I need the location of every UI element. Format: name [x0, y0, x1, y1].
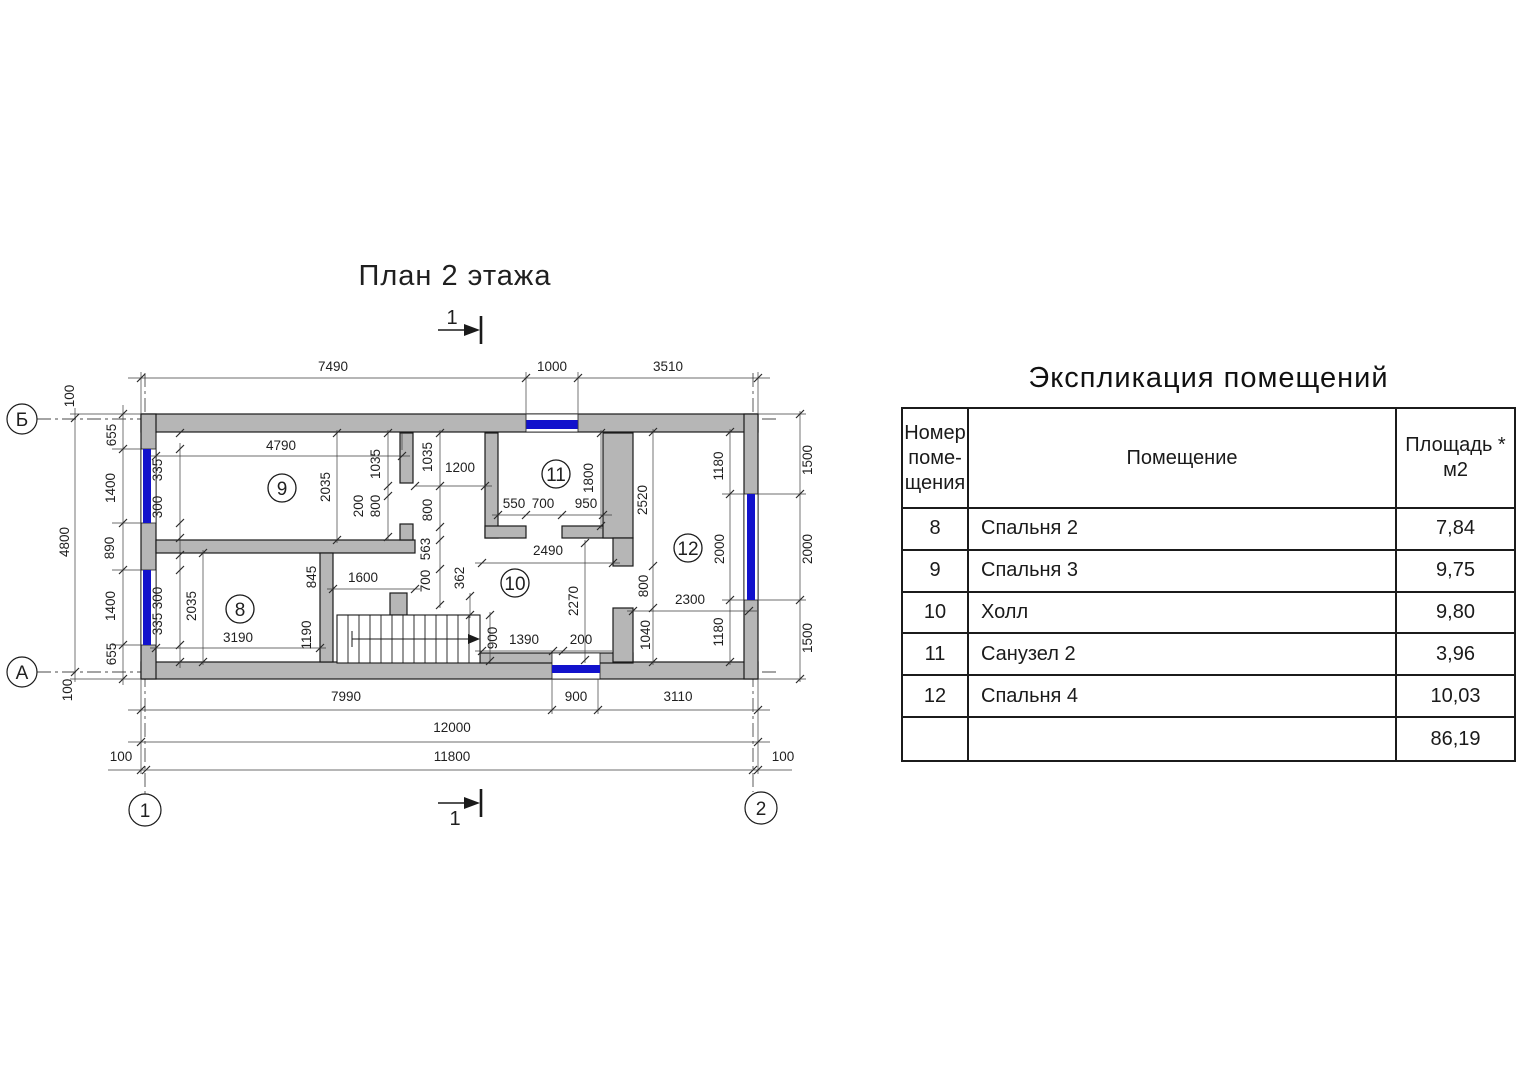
section-label-bottom: 1	[449, 808, 461, 830]
section-mark-top	[438, 307, 481, 344]
dim-label: 900	[564, 689, 588, 704]
dim-label: 2270	[566, 585, 581, 617]
dim-label: 7490	[317, 359, 349, 374]
dim-label: 890	[102, 536, 117, 560]
axis-1-label: 1	[139, 801, 151, 822]
row-room-name-cell: Спальня 4	[969, 676, 1397, 718]
room-10-number: 10	[504, 574, 526, 595]
row-area-cell: 10,03	[1397, 676, 1514, 718]
row-area-cell: 9,80	[1397, 593, 1514, 635]
dim-label: 7990	[330, 689, 362, 704]
dimension-ticks	[71, 374, 804, 774]
dim-label: 200	[351, 494, 366, 518]
dim-label: 12000	[433, 720, 471, 735]
dim-label: 1000	[536, 359, 568, 374]
header-room	[969, 409, 1397, 509]
dim-label: 655	[104, 642, 119, 666]
row-number-cell: 10	[903, 593, 969, 635]
header-area-line2: м2	[1443, 459, 1468, 481]
axis-A-label: А	[15, 663, 29, 684]
row-number-cell: 11	[903, 634, 969, 676]
dim-label: 2520	[635, 484, 650, 516]
dim-label: 300	[150, 586, 165, 610]
dim-label: 800	[420, 498, 435, 522]
dim-label: 2035	[318, 471, 333, 503]
dim-label: 845	[304, 565, 319, 589]
dim-label: 1035	[368, 448, 383, 480]
dim-label: 1200	[444, 460, 476, 475]
header-number-line1: Номер	[904, 421, 966, 444]
room-12-number: 12	[677, 539, 699, 560]
dim-label: 200	[569, 632, 593, 647]
dim-label: 1600	[347, 570, 379, 585]
room-8-number: 8	[234, 600, 246, 621]
dim-label: 900	[485, 626, 500, 650]
dim-label: 1400	[103, 472, 118, 504]
dim-label: 2035	[184, 590, 199, 622]
row-number-cell: 12	[903, 676, 969, 718]
dim-label: 2490	[532, 543, 564, 558]
header-room-label: Помещение	[1126, 446, 1238, 469]
dim-label: 1180	[711, 617, 726, 647]
dim-label: 300	[150, 495, 165, 519]
dim-label: 3110	[663, 689, 693, 704]
dim-label: 4800	[57, 526, 72, 558]
dim-label: 800	[636, 574, 651, 598]
header-room-number	[903, 409, 969, 509]
header-area-line1: Площадь *	[1405, 434, 1506, 456]
explication-title: Экспликация помещений	[1028, 362, 1389, 394]
dim-label: 100	[109, 749, 133, 764]
dim-label: 1180	[711, 451, 726, 481]
dim-label: 3510	[652, 359, 684, 374]
dim-label: 1035	[420, 441, 435, 473]
row-area-cell: 3,96	[1397, 634, 1514, 676]
dim-label: 362	[452, 566, 467, 590]
dim-label: 1390	[508, 632, 540, 647]
dim-label: 4790	[265, 438, 297, 453]
dim-label: 3190	[222, 630, 254, 645]
dim-label: 800	[368, 494, 383, 518]
dim-label: 335	[150, 458, 165, 482]
dim-label: 100	[62, 384, 77, 408]
row-area-cell: 86,19	[1430, 727, 1481, 750]
dim-label: 700	[531, 496, 555, 511]
dim-label: 2300	[674, 592, 706, 607]
dim-label: 335	[150, 612, 165, 636]
row-area-cell: 7,84	[1397, 509, 1514, 551]
dim-label: 655	[104, 423, 119, 447]
row-area-cell: 9,75	[1397, 551, 1514, 593]
dim-label: 550	[502, 496, 526, 511]
dim-label: 100	[771, 749, 795, 764]
plan-title: План 2 этажа	[358, 260, 552, 292]
room-9-number: 9	[276, 479, 288, 500]
axis-2-label: 2	[755, 799, 767, 820]
dim-label: 1800	[581, 462, 596, 494]
dim-label: 1040	[638, 619, 653, 651]
axis-B-label: Б	[15, 410, 29, 431]
row-number-cell	[903, 718, 969, 760]
dim-label: 563	[418, 537, 433, 561]
dim-label: 2000	[800, 533, 815, 565]
row-room-name-cell: Холл	[969, 593, 1397, 635]
row-room-name-cell: Санузел 2	[969, 634, 1397, 676]
row-room-name-cell: Спальня 2	[969, 509, 1397, 551]
dim-label: 11800	[433, 749, 471, 764]
tick-marks	[71, 374, 804, 774]
section-mark-bottom	[438, 789, 481, 830]
dim-label: 950	[574, 496, 598, 511]
dim-label: 700	[418, 569, 433, 593]
row-room-name-cell: Спальня 3	[969, 551, 1397, 593]
dim-label: 1500	[800, 622, 815, 654]
row-number-cell: 9	[903, 551, 969, 593]
header-number-line2: поме-	[908, 446, 962, 469]
row-room-name-cell	[969, 718, 1397, 760]
header-number-line3: щения	[904, 471, 966, 494]
dim-label: 100	[60, 678, 75, 702]
row-number-cell: 8	[903, 509, 969, 551]
explication-table	[901, 407, 1516, 762]
dim-label: 1500	[800, 444, 815, 476]
dim-label: 2000	[712, 533, 727, 565]
dim-label: 1190	[299, 620, 314, 650]
header-area	[1397, 409, 1514, 509]
staircase	[337, 615, 480, 663]
dim-label: 1400	[103, 590, 118, 622]
section-label-top: 1	[446, 307, 458, 329]
room-11-number: 11	[546, 465, 566, 486]
